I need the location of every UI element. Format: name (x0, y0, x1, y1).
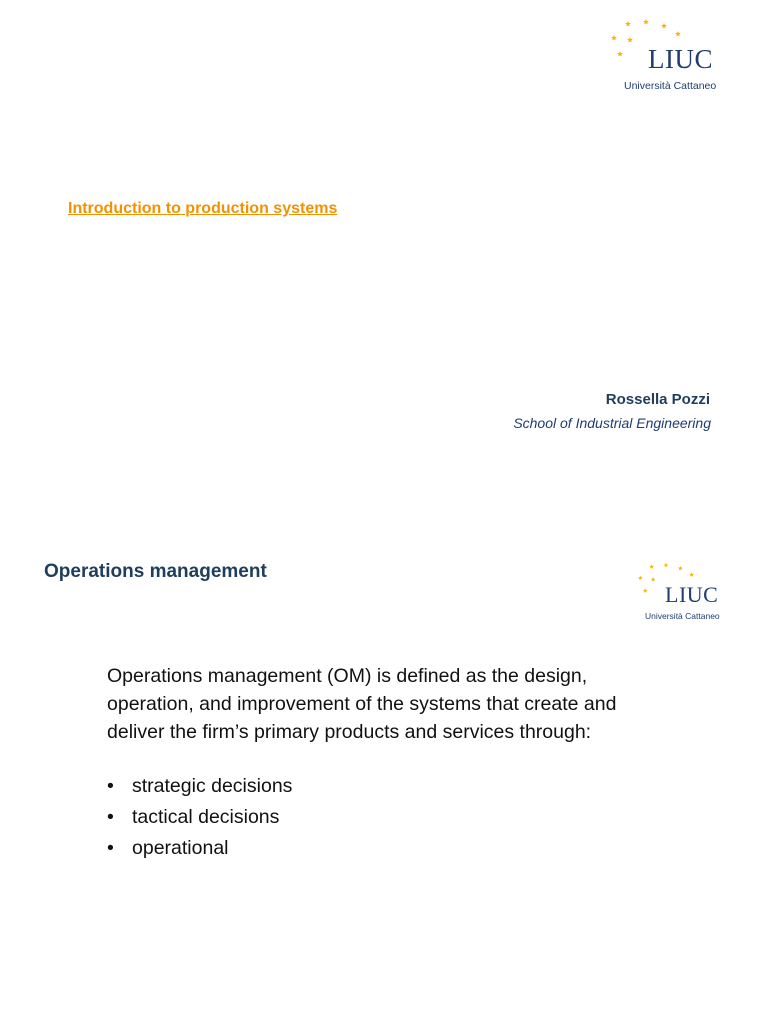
list-item-label: strategic decisions (132, 775, 293, 797)
logo-subtitle: Università Cattaneo (645, 611, 720, 621)
star-icon (649, 564, 654, 568)
slide-heading: Operations management (44, 561, 267, 582)
star-icon (651, 577, 656, 581)
star-icon (675, 31, 681, 36)
list-item (107, 833, 292, 864)
star-icon (627, 37, 633, 42)
logo-subtitle: Università Cattaneo (624, 80, 717, 92)
author-school: School of Industrial Engineering (513, 415, 711, 431)
list-item (107, 802, 292, 833)
star-icon (638, 576, 643, 580)
star-icon (661, 23, 667, 28)
list-item (107, 771, 292, 802)
definition-paragraph (107, 662, 707, 746)
bullet-icon: • (107, 775, 114, 797)
bullet-icon: • (107, 837, 114, 859)
logo-wordmark: LIUC (648, 44, 713, 74)
star-icon (643, 588, 648, 592)
presentation-title-link[interactable]: Introduction to production systems (68, 200, 338, 217)
bullet-icon: • (107, 806, 114, 828)
list-item-label: tactical decisions (132, 806, 280, 828)
liuc-logo (625, 558, 725, 628)
logo-wordmark: LIUC (665, 582, 719, 607)
star-icon (678, 566, 683, 570)
author-name: Rossella Pozzi (605, 391, 710, 408)
paragraph-line: Operations management (OM) is defined as the design, (107, 665, 588, 687)
paragraph-line: operation, and improvement of the systems that create and (107, 693, 617, 715)
star-icon (643, 19, 649, 24)
star-icon (617, 51, 623, 56)
star-icon (611, 35, 617, 40)
liuc-logo (600, 14, 720, 94)
paragraph-line: deliver the firm’s primary products and services through: (107, 721, 592, 743)
content-slide (0, 512, 768, 1024)
star-icon (689, 572, 694, 576)
decision-list (107, 771, 292, 864)
star-icon (664, 563, 669, 567)
star-icon (625, 21, 631, 26)
list-item-label: operational (132, 837, 229, 859)
